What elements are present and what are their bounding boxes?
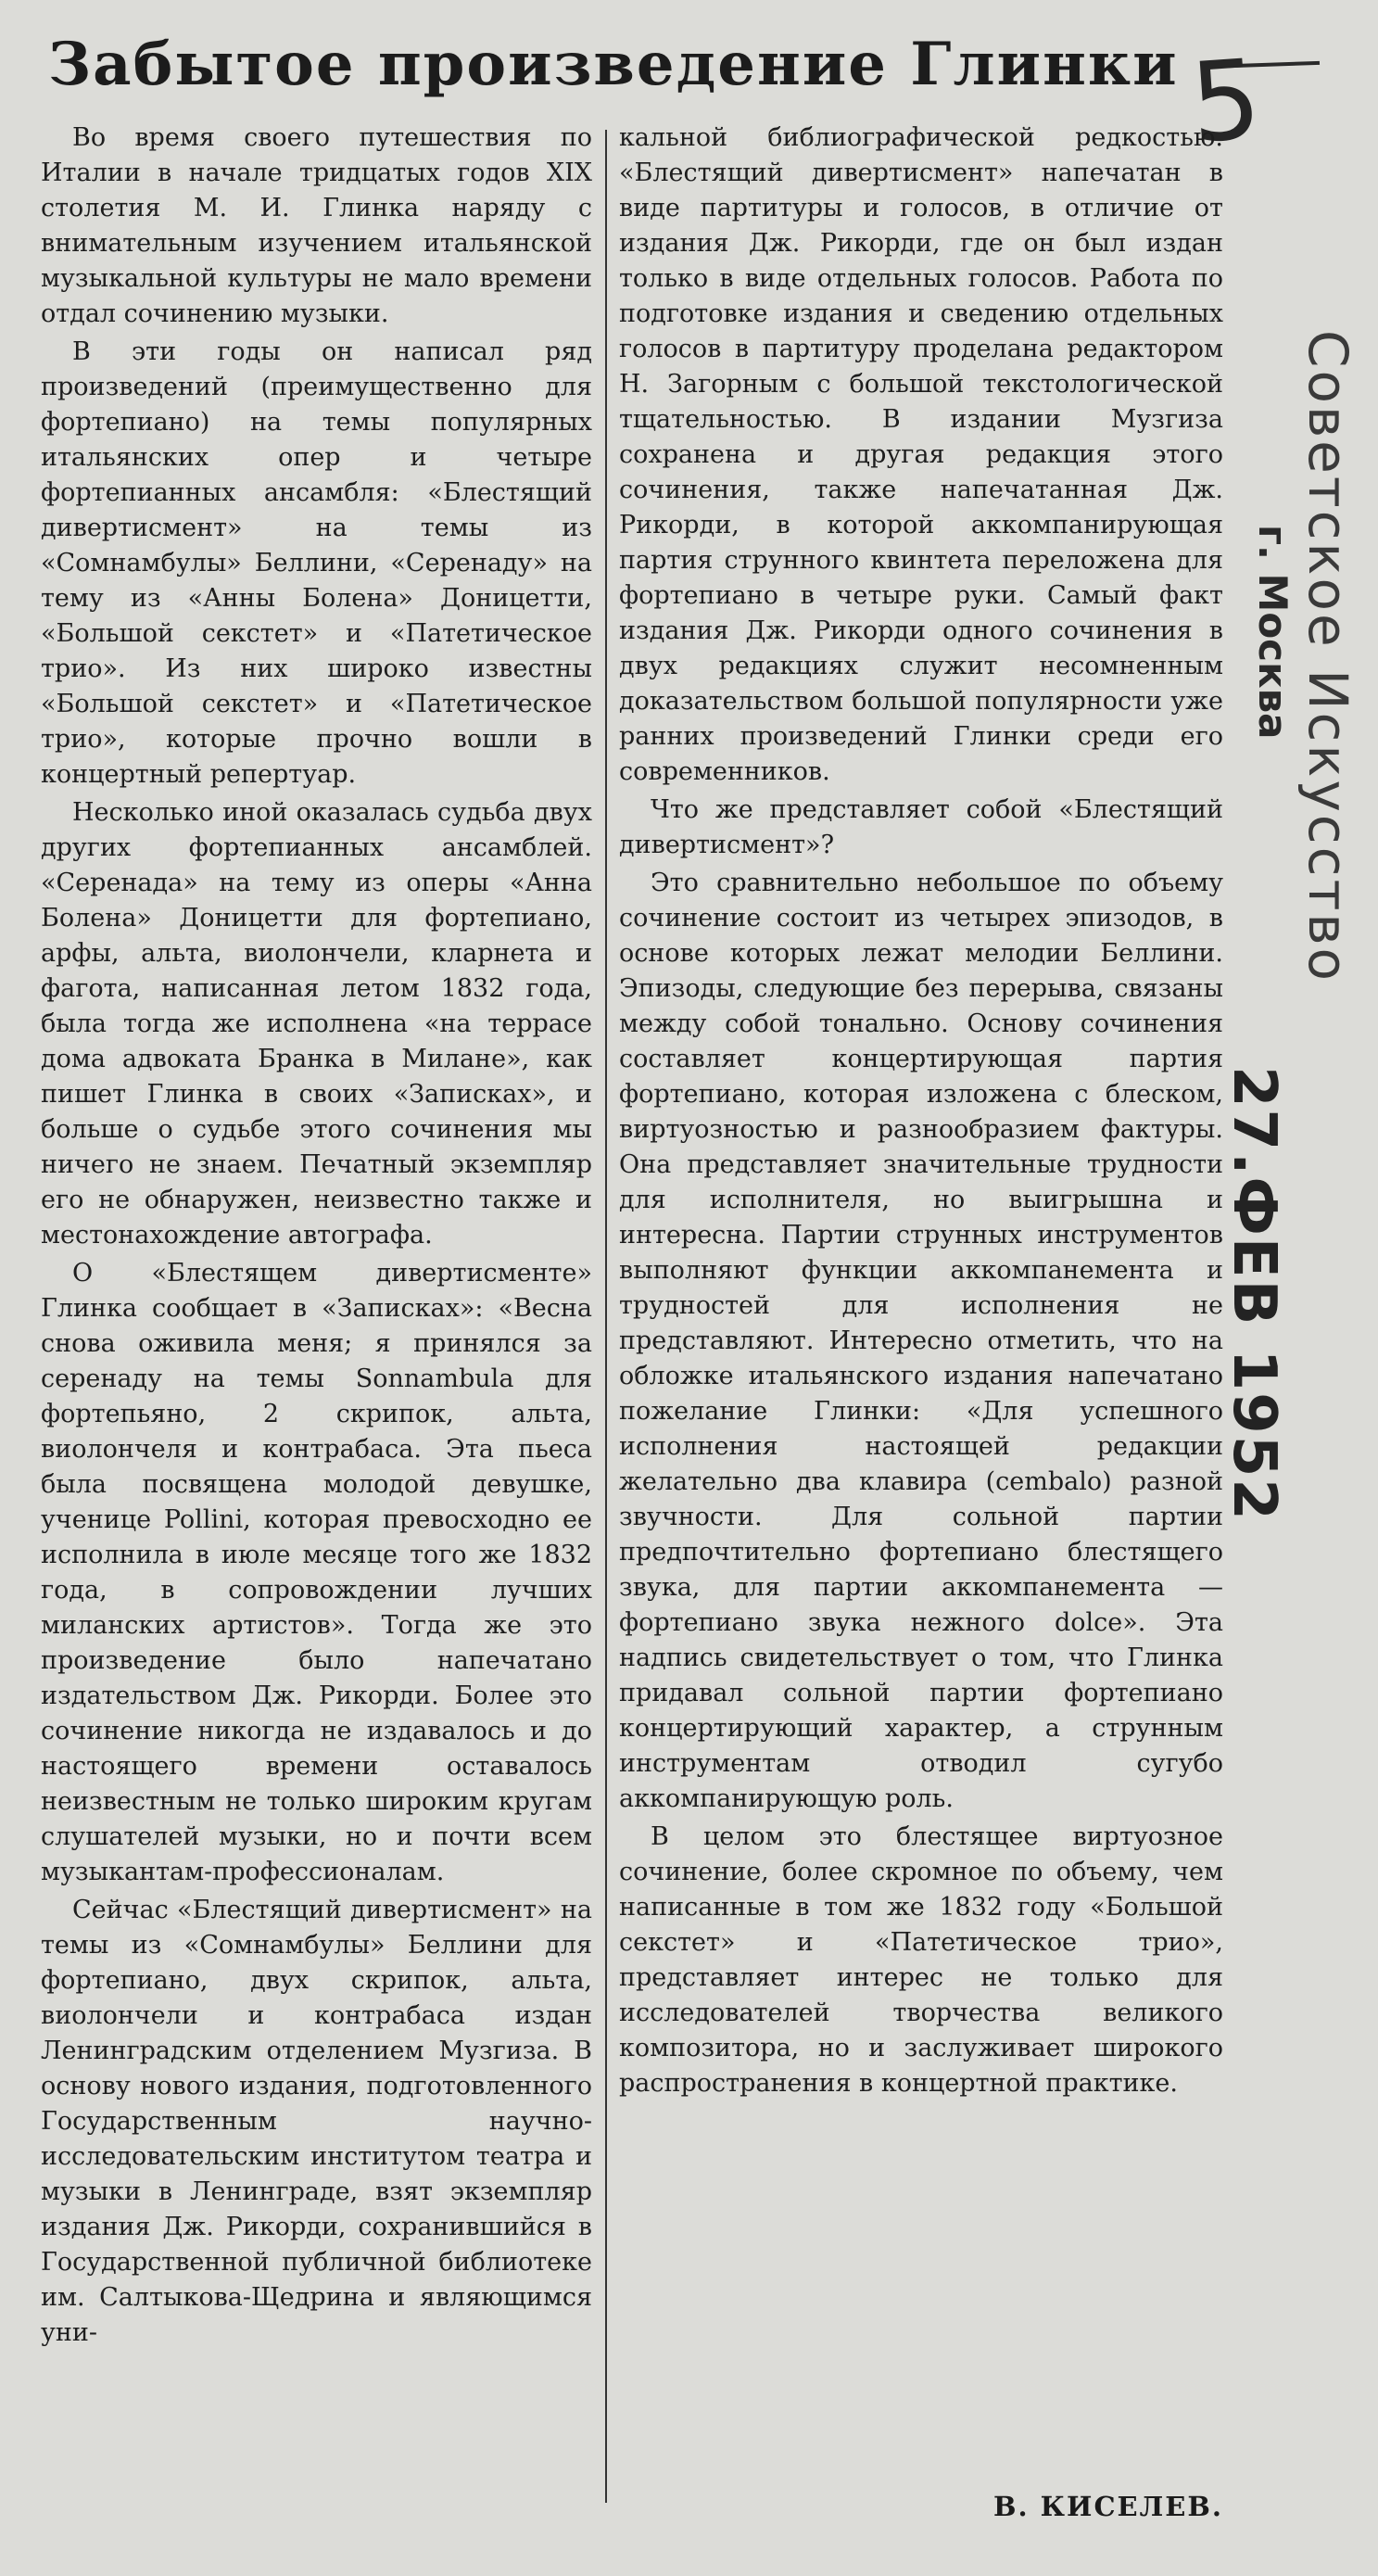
article-column-2 <box>619 121 1223 2104</box>
paragraph: кальной библиографической редкостью. «Блестящий дивертисмент» напечатан в виде партитуры и голосов, в отличие от издания Дж. Рикорди, где он был издан только в виде отдельных голосов. Работа по подготовке издания и сведению отдельных голосов в партитуру проделана редактором Н. Загорным с большой текстологической тщательностью. В издании Музгиза сохранена и другая редакция этого сочинения, также напечатанная Дж. Рикорди, в которой аккомпанирующая партия струнного квинтета переложена для фортепиано в четыре руки. Самый факт издания Дж. Рикорди одного сочинения в двух редакциях служит несомненным доказательством большой популярности уже ранних произведений Глинки среди его современников. <box>619 123 1223 786</box>
paragraph: В целом это блестящее виртуозное сочинение, более скромное по объему, чем написанные в том же 1832 году «Большой секстет» и «Патетическое трио», представляет интерес не только для исследователей творчества великого композитора, но и заслуживает широкого распространения в концертной практике. <box>619 1822 1223 2098</box>
article-column-1 <box>41 121 592 2354</box>
column-divider <box>605 130 607 2503</box>
paragraph-question: Что же представляет собой «Блестящий дивертисмент»? <box>619 795 1223 859</box>
author-signature: В. КИСЕЛЕВ. <box>992 2491 1223 2522</box>
date-stamp: 27.ФЕВ 1952 <box>1220 1066 1288 1522</box>
paragraph: Сейчас «Блестящий дивертисмент» на темы из «Сомнамбулы» Беллини для фортепиано, двух скрипок, альта, виолончели и контрабаса издан Ленинградским отделением Музгиза. В основу нового издания, подготовленного Государственным научно-исследовательским институтом театра и музыки в Ленинграде, взят экземпляр издания Дж. Рикорди, сохранившийся в Государственной публичной библиотеке им. Салтыкова-Щедрина и являющимся уни- <box>41 1896 592 2347</box>
paragraph: Несколько иной оказалась судьба двух других фортепианных ансамблей. «Серенада» на тему из оперы «Анна Болена» Доницетти для фортепиано, арфы, альта, виолончели, кларнета и фагота, написанная летом 1832 года, была тогда же исполнена «на террасе дома адвоката Бранка в Милане», как пишет Глинка в своих «Записках», и больше о судьбе этого сочинения мы ничего не знаем. Печатный экземпляр его не обнаружен, неизвестно также и местонахождение автографа. <box>41 798 592 1250</box>
source-city: г. Москва <box>1250 525 1296 740</box>
paragraph: В эти годы он написал ряд произведений (преимущественно для фортепиано) на темы популярных итальянских опер и четыре фортепианных ансамбля: «Блестящий дивертисмент» на темы из «Сомнамбулы» Беллини, «Серенаду» на тему из «Анны Болена» Доницетти, «Большой секстет» и «Патетическое трио». Из них широко известны «Большой секстет» и «Патетическое трио», которые прочно вошли в концертный репертуар. <box>41 337 592 789</box>
paragraph: О «Блестящем дивертисменте» Глинка сообщает в «Записках»: «Весна снова оживила меня; я принялся за серенаду на темы Sonnambula для фортепьяно, 2 скрипок, альта, виолончеля и контрабаса. Эта пьеса была посвящена молодой девушке, ученице Pollini, которая превосходно ее исполнила в июле месяце того же 1832 года, в сопровождении лучших миланских артистов». Тогда же это произведение было напечатано издательством Дж. Рикорди. Более это сочинение никогда не издавалось и до настоящего времени оставалось неизвестным не только широким кругам слушателей музыки, но и почти всем музыкантам-профессионалам. <box>41 1259 592 1886</box>
handwritten-page-number: 5 <box>1186 34 1265 168</box>
paragraph: Во время своего путешествия по Италии в начале тридцатых годов XIX столетия М. И. Глинка наряду с внимательным изучением итальянской музыкальной культуры не мало времени отдал сочинению музыки. <box>41 123 592 328</box>
headline: Забытое произведение Глинки <box>48 30 1179 99</box>
paragraph: Это сравнительно небольшое по объему сочинение состоит из четырех эпизодов, в основе которых лежат мелодии Беллини. Эпизоды, следующие без перерыва, связаны между собой тонально. Основу сочинения составляет концертирующая партия фортепиано, которая изложена с блеском, виртуозностью и разнообразием фактуры. Она представляет значительные трудности для исполнителя, но выигрышна и интересна. Партии струнных инструментов выполняют функции аккомпанемента и трудностей для исполнения не представляют. Интересно отметить, что на обложке итальянского издания напечатано пожелание Глинки: «Для успешного исполнения настоящей редакции желательно два клавира (cembalo) разной звучности. Для сольной партии предпочтительно фортепиано блестящего звука, для партии аккомпанемента — фортепиано звука нежного dolce». Эта надпись свидетельствует о том, что Глинка придавал сольной партии фортепиано концертирующий характер, а струнным инструментам отводил сугубо аккомпанирующую роль. <box>619 869 1223 1813</box>
source-name: Советское Искусство <box>1296 330 1359 984</box>
